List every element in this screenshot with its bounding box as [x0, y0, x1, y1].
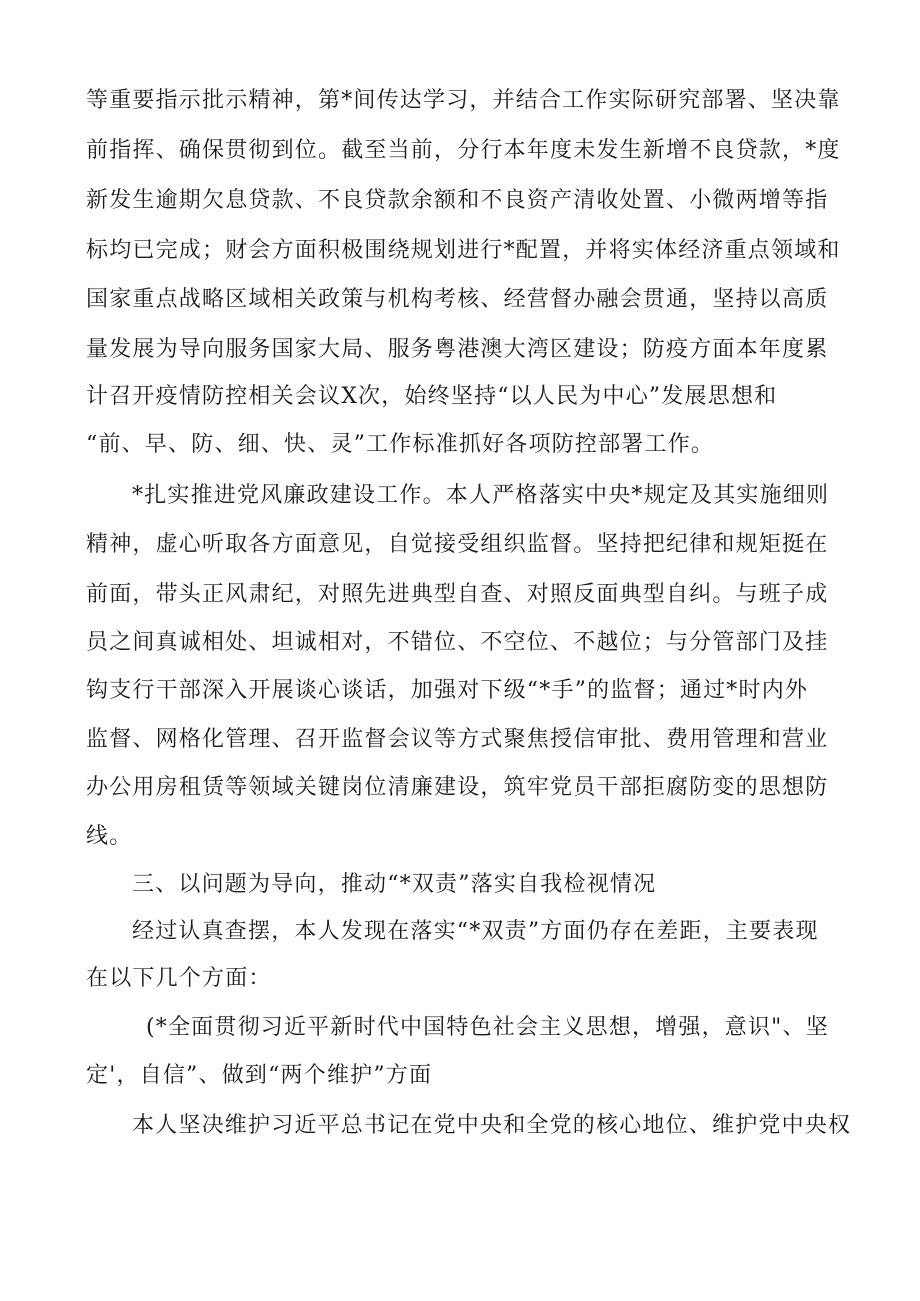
section-heading: 三、以问题为导向，推动“*双责”落实自我检视情况 — [132, 872, 657, 897]
paragraph-line: 新发生逾期欠息贷款、不良贷款余额和不良资产清收处置、小微两增等指 — [86, 188, 829, 213]
paragraph-line: 标均已完成；财会方面积极围绕规划进行*配置，并将实体经济重点领域和 — [86, 238, 841, 263]
paragraph-line: 线。 — [86, 824, 133, 849]
paragraph-line: 精神，虚心听取各方面意见，自觉接受组织监督。坚持把纪律和规矩挺在 — [86, 532, 829, 557]
paragraph-line: 国家重点战略区域相关政策与机构考核、经营督办融会贯通，坚持以高质 — [86, 287, 829, 312]
subsection-heading: (*全面贯彻习近平新时代中国特色社会主义思想，增强，意识"、坚 — [146, 1015, 829, 1040]
paragraph-line: 本人坚决维护习近平总书记在党中央和全党的核心地位、维护党中央权 — [132, 1113, 852, 1138]
paragraph-line: 钩支行干部深入开展谈心谈话，加强对下级“*手”的监督；通过*时内外 — [86, 678, 809, 703]
paragraph-line: 员之间真诚相处、坦诚相对，不错位、不空位、不越位；与分管部门及挂 — [86, 630, 829, 655]
paragraph-line: 在以下几个方面： — [86, 966, 272, 991]
paragraph-line: 监督、网格化管理、召开监督会议等方式聚焦授信审批、费用管理和营业 — [86, 727, 829, 752]
paragraph-line: 计召开疫情防控相关会议X次，始终坚持“以人民为中心”发展思想和 — [86, 384, 778, 409]
paragraph-line: 经过认真查摆，本人发现在落实“*双责”方面仍存在差距，主要表现 — [132, 919, 819, 944]
paragraph-line: 等重要指示批示精神，第*间传达学习，并结合工作实际研究部署、坚决靠 — [86, 88, 841, 113]
paragraph-line: 办公用房租赁等领域关键岗位清廉建设，筑牢党员干部拒腐防变的思想防 — [86, 775, 829, 800]
subsection-heading: 定'，自信”、做到“两个维护”方面 — [86, 1063, 433, 1088]
paragraph-line: 量发展为导向服务国家大局、服务粤港澳大湾区建设；防疫方面本年度累 — [86, 337, 829, 362]
paragraph-line: 前面，带头正风肃纪，对照先进典型自查、对照反面典型自纠。与班子成 — [86, 582, 829, 607]
paragraph-line: 前指挥、确保贯彻到位。截至当前，分行本年度未发生新增不良贷款，*度 — [86, 138, 841, 163]
paragraph-line: “前、早、防、细、快、灵”工作标准抓好各项防控部署工作。 — [86, 432, 715, 457]
paragraph-line: *扎实推进党风廉政建设工作。本人严格落实中央*规定及其实施细则 — [132, 483, 830, 508]
